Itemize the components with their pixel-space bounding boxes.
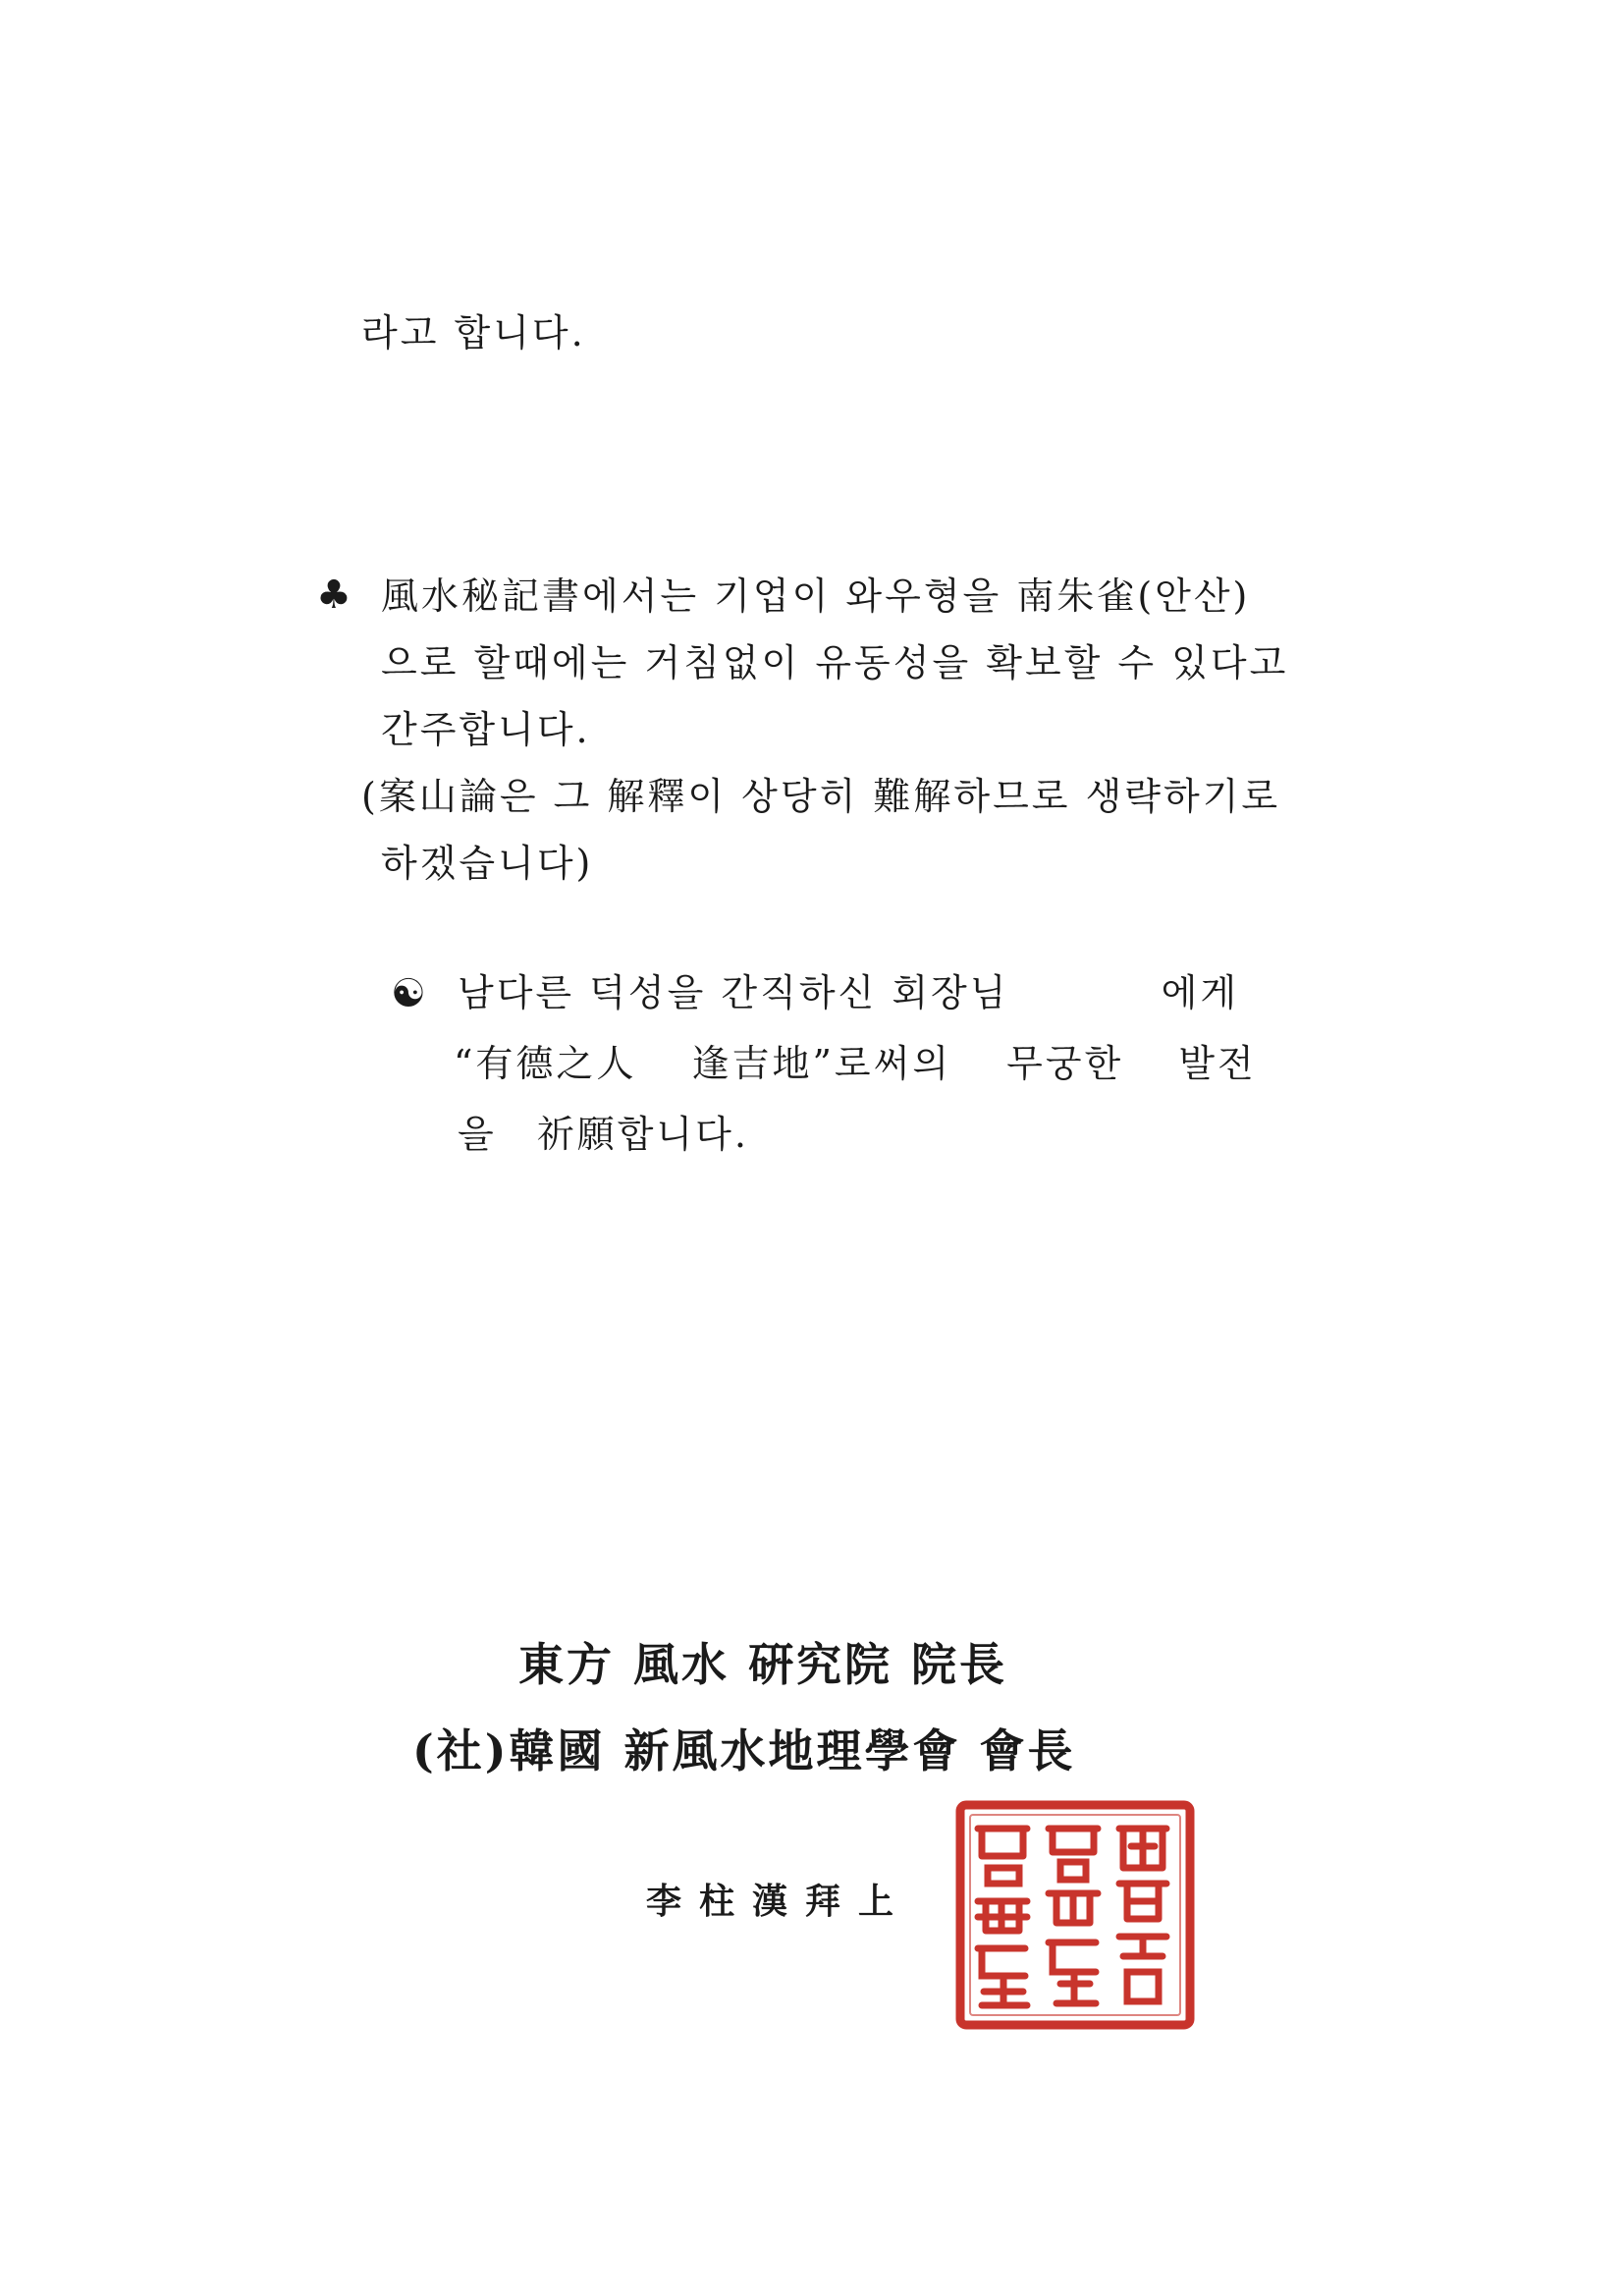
yin-yang-icon: ☯ <box>391 971 426 1016</box>
section1-line-3: 간주합니다. <box>381 708 591 751</box>
section1-note-line-2: 하겠습니다) <box>381 842 594 885</box>
section2-line-1-after: 에게 <box>1161 971 1240 1014</box>
section1-line-2: 으로 할때에는 거침없이 유동성을 확보할 수 있다고 <box>381 641 1289 684</box>
signature-title-2: (社)韓國 新風水地理學會 會長 <box>412 1724 1076 1777</box>
section1-note-line-1: (案山論은 그 解釋이 상당히 難解하므로 생략하기로 <box>361 775 1281 818</box>
signature-title-1: 東方 風水 硏究院 院長 <box>518 1638 1008 1691</box>
text-line-top: 라고 합니다. <box>361 311 586 355</box>
section2-line-3: 을 祈願합니다. <box>458 1113 749 1156</box>
section2-line-1 <box>458 971 1240 1014</box>
seal-stamp-icon <box>954 1799 1196 2031</box>
redacted-name <box>1024 982 1147 1011</box>
section2-line-1-before: 남다른 덕성을 간직하신 회장님 <box>458 971 1009 1014</box>
signature-name: 李柱漢拜上 <box>646 1881 912 1922</box>
club-suit-icon: ♣ <box>316 573 352 618</box>
section2-line-2: “有德之人 逢吉地”로써의 무궁한 발전 <box>454 1042 1257 1085</box>
section1-line-1: 風水秘記書에서는 기업이 와우형을 南朱雀(안산) <box>381 574 1251 618</box>
